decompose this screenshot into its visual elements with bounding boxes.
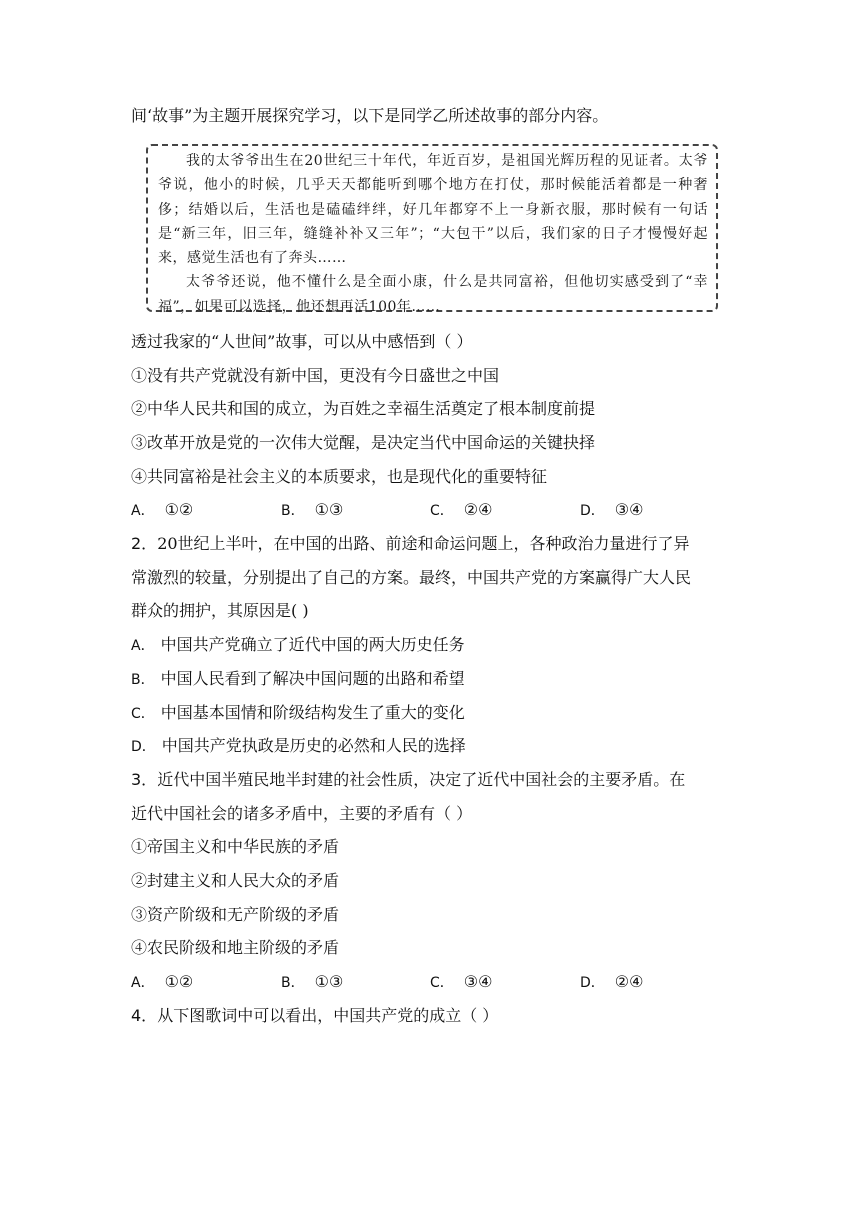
q3-option-c-letter: C． xyxy=(430,975,454,991)
q2-option-c[interactable] xyxy=(131,702,741,725)
q3-option-d-letter: D． xyxy=(580,975,605,991)
q1-option-b-letter: B． xyxy=(281,503,305,519)
q2-stem-line-3: 群众的拥护，其原因是( ) xyxy=(131,601,309,620)
q2-option-b-letter: B． xyxy=(131,672,155,688)
q1-statement-3: ③改革开放是党的一次伟大觉醒，是决定当代中国命运的关键抉择 xyxy=(131,433,596,452)
q1-statement-2: ②中华人民共和国的成立，为百姓之幸福生活奠定了根本制度前提 xyxy=(131,399,596,418)
q1-stem: 透过我家的“人世间”故事，可以从中感悟到（ ） xyxy=(131,332,473,351)
story-paragraph-1: 我的太爷爷出生在20世纪三十年代，年近百岁，是祖国光辉历程的见证者。太爷爷说，他小的时候，几乎天天都能听到哪个地方在打仗，那时候能活着都是一种奢侈；结婚以后，生活也是磕磕绊绊，好几年都穿不上一身新衣服，那时候有一句话是“新三年，旧三年，缝缝补补又三年”；“大包干”以后，我们家的日子才慢慢好起来，感觉生活也有了奔头…… xyxy=(158,153,708,267)
q3-number: 3． xyxy=(131,770,158,789)
q2-stem-line-2: 常激烈的较量，分别提出了自己的方案。最终，中国共产党的方案赢得广大人民 xyxy=(131,568,692,587)
q2-stem-line-1 xyxy=(131,533,741,555)
q2-option-c-letter: C． xyxy=(131,706,155,722)
q2-option-d[interactable] xyxy=(131,735,741,758)
q1-option-b-text: ①③ xyxy=(314,500,344,519)
q3-stem-line-2: 近代中国社会的诸多矛盾中，主要的矛盾有（ ） xyxy=(131,804,473,823)
q2-stem-text-1: 20世纪上半叶，在中国的出路、前途和命运问题上，各种政治力量进行了异 xyxy=(157,534,690,553)
q1-option-c[interactable] xyxy=(430,499,492,522)
q1-option-a[interactable] xyxy=(131,499,193,522)
q3-statement-2: ②封建主义和人民大众的矛盾 xyxy=(131,871,340,890)
q3-option-c-text: ③④ xyxy=(463,972,493,991)
q3-stem-line-1 xyxy=(131,769,741,791)
q3-statement-4: ④农民阶级和地主阶级的矛盾 xyxy=(131,938,340,957)
q3-option-a-text: ①② xyxy=(164,972,194,991)
q1-option-a-letter: A． xyxy=(131,503,155,519)
story-paragraph-2: 太爷爷还说，他不懂什么是全面小康，什么是共同富裕，但他切实感受到了“幸福”，如果可以选择，他还想再活100年…… xyxy=(158,274,708,315)
q3-option-a[interactable] xyxy=(131,971,193,994)
q2-option-a-text: 中国共产党确立了近代中国的两大历史任务 xyxy=(160,635,465,654)
q1-option-d-text: ③④ xyxy=(614,500,644,519)
q2-number: 2． xyxy=(131,534,158,553)
q3-option-b-letter: B． xyxy=(281,975,305,991)
q3-option-b[interactable] xyxy=(281,971,343,994)
q2-option-d-letter: D． xyxy=(131,739,156,755)
q4-stem-text: 从下图歌词中可以看出，中国共产党的成立（ ） xyxy=(157,1006,499,1025)
q3-statement-1: ①帝国主义和中华民族的矛盾 xyxy=(131,837,340,856)
q1-option-b[interactable] xyxy=(281,499,343,522)
intro-line: 间‘故事”为主题开展探究学习，以下是同学乙所述故事的部分内容。 xyxy=(131,106,609,125)
q3-statement-3: ③资产阶级和无产阶级的矛盾 xyxy=(131,905,340,924)
q3-option-d-text: ②④ xyxy=(614,972,644,991)
q2-option-c-text: 中国基本国情和阶级结构发生了重大的变化 xyxy=(160,703,465,722)
q2-option-d-text: 中国共产党执政是历史的必然和人民的选择 xyxy=(161,736,466,755)
q4-stem-line xyxy=(131,1005,741,1027)
q1-option-d-letter: D． xyxy=(580,503,605,519)
q3-option-a-letter: A． xyxy=(131,975,155,991)
q2-option-a-letter: A． xyxy=(131,638,155,654)
q1-statement-4: ④共同富裕是社会主义的本质要求，也是现代化的重要特征 xyxy=(131,467,548,486)
q3-options xyxy=(131,971,741,993)
story-box xyxy=(146,144,718,315)
q1-options xyxy=(131,499,741,521)
q3-option-b-text: ①③ xyxy=(314,972,344,991)
q3-option-c[interactable] xyxy=(430,971,492,994)
q1-option-c-text: ②④ xyxy=(463,500,493,519)
q2-option-a[interactable] xyxy=(131,634,741,657)
q3-stem-text-1: 近代中国半殖民地半封建的社会性质，决定了近代中国社会的主要矛盾。在 xyxy=(157,770,686,789)
q2-option-b-text: 中国人民看到了解决中国问题的出路和希望 xyxy=(160,669,465,688)
q1-option-c-letter: C． xyxy=(430,503,454,519)
q3-option-d[interactable] xyxy=(580,971,643,994)
q1-statement-1: ①没有共产党就没有新中国，更没有今日盛世之中国 xyxy=(131,366,500,385)
q2-option-b[interactable] xyxy=(131,668,741,691)
q1-option-a-text: ①② xyxy=(164,500,194,519)
q4-number: 4． xyxy=(131,1006,158,1025)
q1-option-d[interactable] xyxy=(580,499,643,522)
